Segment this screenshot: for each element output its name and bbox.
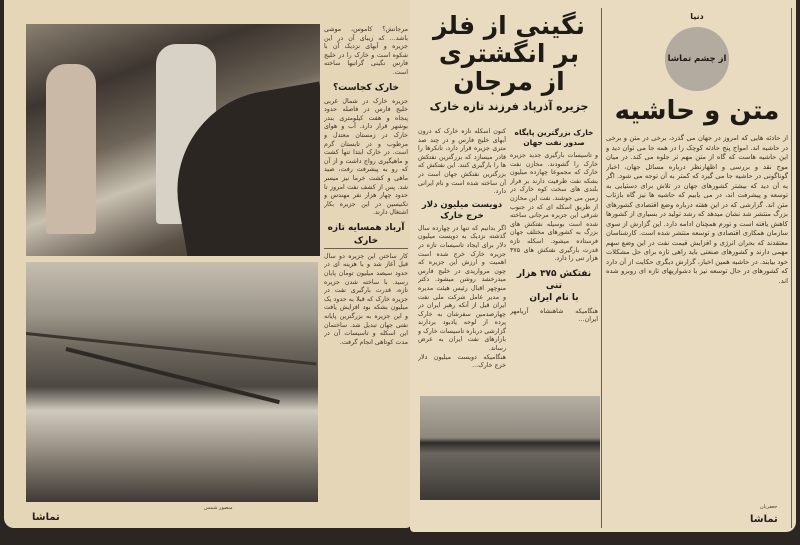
subheading-line: با نام ایران <box>529 292 579 303</box>
left-column <box>324 26 408 502</box>
article-col-b <box>510 128 598 390</box>
article-col-a <box>418 128 506 390</box>
subheading-arbad: آرباد همسایه تازه خارک <box>324 222 408 249</box>
column-header <box>606 12 788 127</box>
left-body-1: جزیره خارک در شمال غربی خلیج فارس در فاصله حدود پنجاه و هفت کیلومتری بندر بوشهر قرار دارد. آب و هوای خارک در زمستان معتدل و مرطوب و در تابستان گرم است. در خارک ابتدا تنها کشت و ماهیگیری رواج داشت و از آن که رو به پیشرفت رفت، صید ماهی و کشت خرما نیز میسر شد. پس از کشف نفت امروز تا حدود چهار هزار نفر مهندس و تکنیسین در این جزیره بکار اشتغال دارند. <box>324 97 408 217</box>
author: جعفریان <box>760 504 778 510</box>
column-body: از حادثه هایی که امروز در جهان می گذرد، برخی در متن و برخی در حاشیه اند. امواج پنج حادثه کوچک را در همه جا می توان دید و این حاشیه هاست که گاه از متن مهم تر جلوه می کند. در میان موج نقد و بررسی و اظهارنظر درباره مسائل جهان، اخبار گوناگونی در حاشیه جا می گیرد که کمتر به آن توجه می شود. اگر یه آن دید که بیشتر کشورهای جهان در تلاش برای دستیابی به توسعه و پیشرفت اند، در می یابیم که حاشیه ها نیز گاه بازتاب متن اند. گزارشی که در این هفته درباره وضع اقتصادی کشورهای بزرگ منتشر شد نشان میدهد که رشد تولید در بسیاری از کشورها کاهش یافته است و تورم همچنان ادامه دارد. این گزارش از سوی سازمان همکاری اقتصادی و توسعه منتشر شده است. کارشناسان معتقدند که بحران انرژی و افزایش قیمت نفت در این وضع سهم مهمی دارند و کشورهای صنعتی باید راهی تازه برای حل مشکلات خود بیابند. در حاشیه همین اخبار، گزارش دیگری حکایت از آن دارد که کشورهای در حال توسعه نیز با دشواریهای تازه ای روبرو شده اند. <box>606 134 788 285</box>
photo-tanker <box>420 396 600 500</box>
subheading-tanker <box>510 268 598 304</box>
col-b-caption: هنگامیکه شاهنشاه آریامهر ایران... <box>510 307 598 324</box>
col-a-caption: هنگامیکه دویست میلیون دلار خرج خارک... <box>418 353 506 370</box>
headline-line: بر انگشتری <box>438 39 580 68</box>
column-divider <box>601 8 602 528</box>
photo-credit: منصور شمس <box>204 505 233 511</box>
col-b-body: و تاسیسات بارگیری جدید جزیره خارک را گشودند. مخازن نفت خارک که مجموعا چهارده میلیون بشکه نفت ظرفیت دارند بر فراز بلندی های سخت کوه خارک در زمین می جوشند. نفت این مخازن از طریق اسکله ای که در جنوب شرقی این جزیره مرجانی ساخته شده است بوسیله نفتکش های بزرگ به کشورهای مختلف جهان فرستاده میشود. اسکله تازه قدرت بارگیری نفتکش های ۳۷۵ هزار تنی را دارد. <box>510 152 598 263</box>
kicker: خارک بزرگترین پایگاه صدور نفت جهان <box>514 128 594 147</box>
article-header <box>418 12 600 113</box>
headline-line: نگینی از فلز <box>432 11 586 40</box>
left-body-2: کار ساختن این جزیره دو سال قبل آغاز شد و با هزینه ای در حدود سیصد میلیون تومان پایان رسید. با ساخته شدن جزیره تازه، قدرت بارگیری نفت در جزیره خارک که قبلا به حدود یک میلیون بشکه بود افزایش یافت و این جزیره به بزرگترین پایانه نفتی جهان تبدیل شد. ساختمان این اسکله و تاسیسات آن در مدت کوتاهی انجام گرفت. <box>324 252 408 346</box>
photo-ceremony <box>26 24 320 256</box>
headline <box>418 12 600 96</box>
subheading-line: نفتکش ۳۷۵ هزار تنی <box>516 268 592 291</box>
col-a-body-2: اگر بدانیم که تنها در چهارده سال گذشته نزدیک به دویست میلیون دلار برای ایجاد تاسیسات تازه در جزیره خارک خرج شده است اهمیت و ارزش این جزیره که چون مرواریدی در خلیج فارس میدرخشد روشن میشود. دکتر منوچهر اقبال رئیس هیئت مدیره و مدیر عامل شرکت ملی نفت ایران قبل از آنکه رهبر ایران در چهارصدمین سفرشان به خارک پرده از لوحه یادبود بردارند گزارشی درباره تاسیسات خارک و بازارهای نفت ایران به عرض رساند. <box>418 224 506 353</box>
badge-label: از چشم تماشا <box>667 54 727 64</box>
badge-circle <box>665 27 729 91</box>
left-intro: مرجانش؟ کاموس، موشی باشد... که زیبای آن در این جزیره و آبهای نزدیک آن با شکوه است و خارک را در خلیج فارس نگینی گرانبها ساخته است. <box>324 26 408 76</box>
page-edge-rule <box>791 8 792 528</box>
magazine-logo-left: تماشا <box>32 512 60 523</box>
right-page <box>410 0 796 532</box>
subheading-200m: دویست میلیون دلار خرج خارک <box>421 199 503 221</box>
section-label: دنیا <box>690 12 704 21</box>
magazine-logo-right: تماشا <box>750 514 778 525</box>
subheadline: جزیره آذرپاد فرزند تازه خارک <box>429 100 589 113</box>
left-page <box>4 0 412 528</box>
subheading-where-is-kharg: خارک کجاست؟ <box>332 82 400 93</box>
headline-line: از مرجان <box>453 67 565 96</box>
col-a-body: کنون اسکله تازه خارک که درون آبهای خلیج فارس و در چند صد متری جزیره قرار دارد، تانکرها را قادر میسازد که بزرگترین نفتکش ها را بارگیری کنند. این نفتکش که بزرگترین نفتکش جهان است در آن ساخته شده است و نام ایرانی دارد. <box>418 128 506 196</box>
photo-harbor <box>26 262 318 502</box>
column-title: متن و حاشیه <box>614 96 780 126</box>
